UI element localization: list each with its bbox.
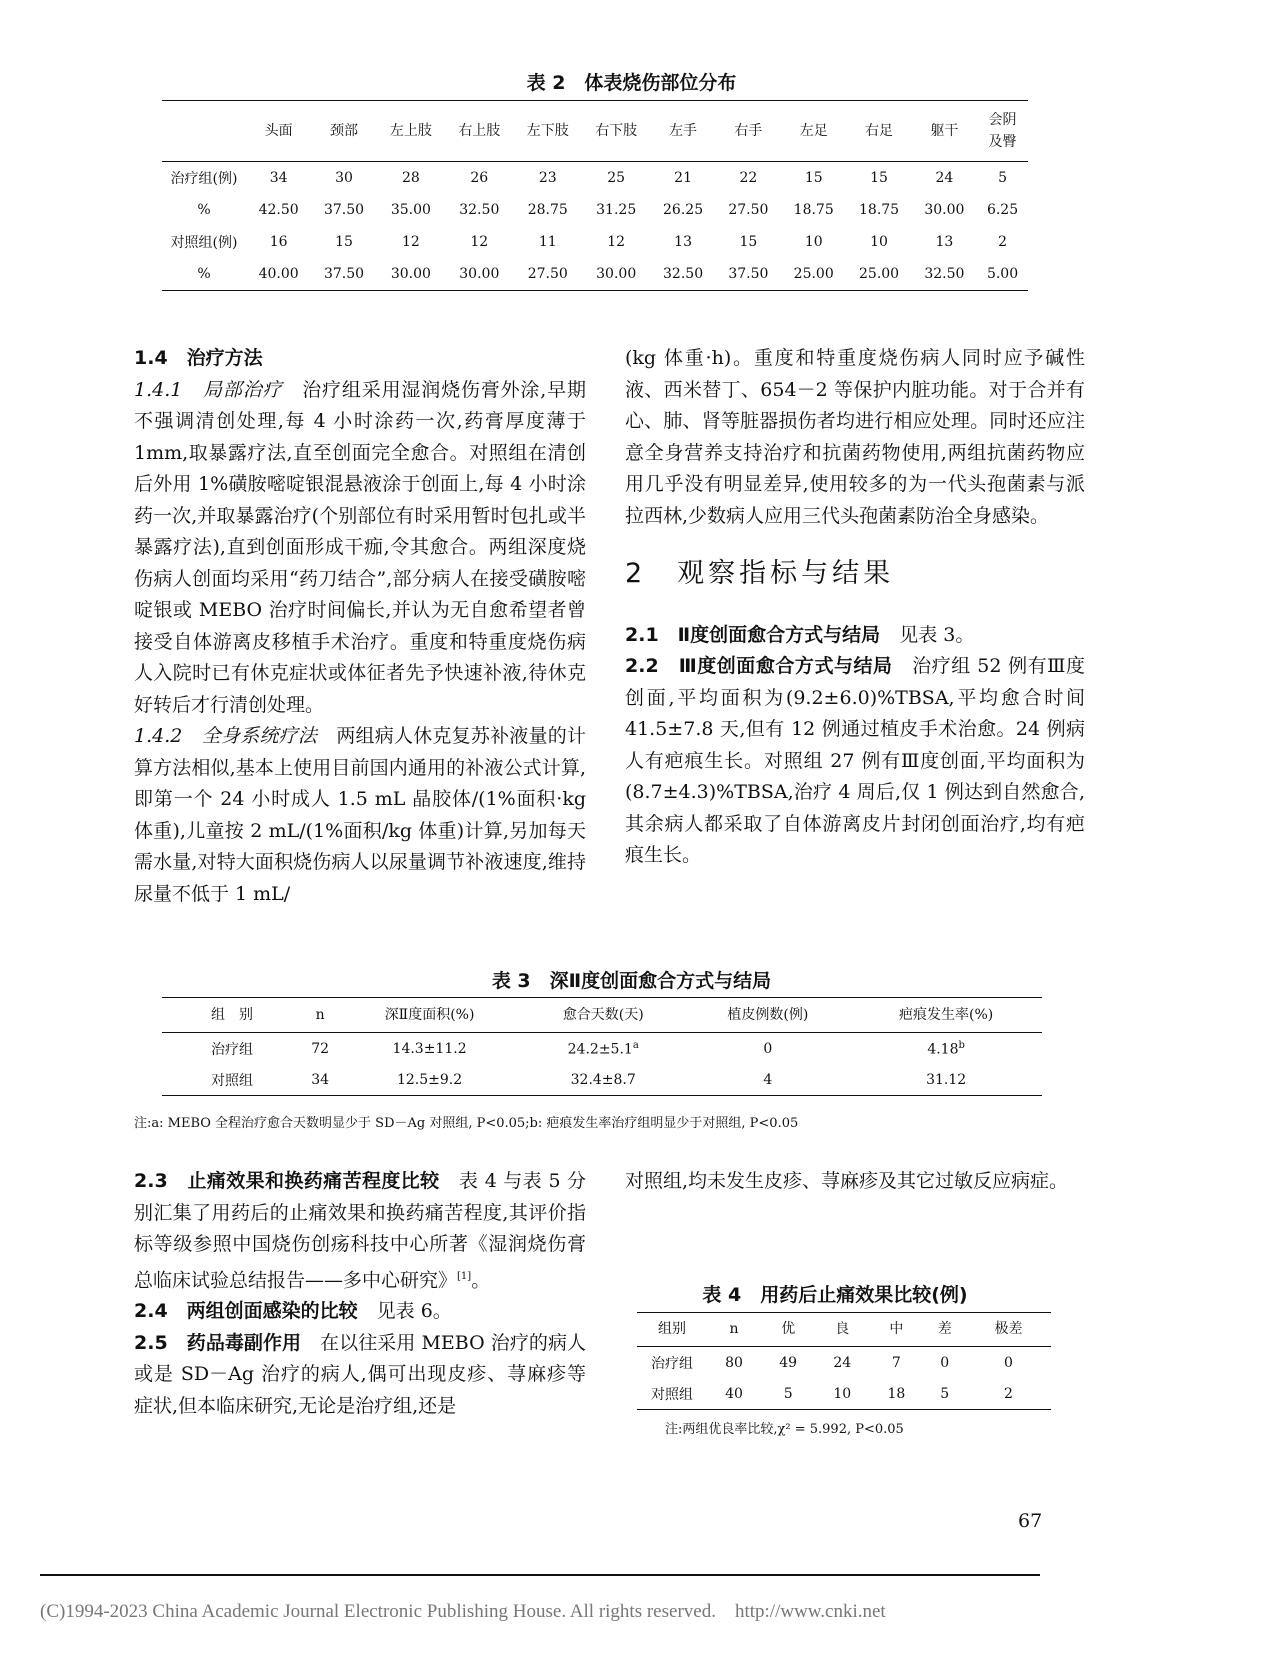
table4-cell [815, 1378, 869, 1410]
section-2-heading: 2 观察指标与结果 [625, 558, 895, 589]
heading-1-4-2: 1.4.2 全身系统疗法 [134, 725, 318, 747]
table2-cell [445, 162, 513, 195]
table2-cell [977, 162, 1028, 195]
right-column [625, 343, 1085, 872]
table2-cell [912, 258, 977, 291]
table3-cell-value: 0 [763, 1040, 773, 1057]
heading-2-5: 2.5 药品毒副作用 [134, 1331, 302, 1354]
table2-cell [311, 226, 376, 258]
para-2-4-text: 见表 6。 [357, 1300, 452, 1323]
table4-cell-value: 7 [891, 1354, 901, 1371]
table3-row [162, 1064, 1042, 1096]
table4-row [637, 1378, 1051, 1410]
table2-cell-value: 25.00 [859, 266, 900, 282]
table2-cell-value: 15 [739, 234, 758, 250]
table3-caption: 表 3 深Ⅱ度创面愈合方式与结局 [491, 970, 772, 992]
table2-cell [781, 258, 846, 291]
bottom-left-column [134, 1166, 586, 1422]
table2-cell [311, 258, 376, 291]
table3-cell [338, 1064, 521, 1096]
table2-header-cell: 左上肢 [389, 122, 432, 139]
citation-ref: [1] [457, 1270, 472, 1282]
table4-cell-value: 2 [1004, 1385, 1013, 1402]
table2-cell-value: 30 [335, 170, 353, 186]
table2-cell [311, 162, 376, 195]
table2-cell-value: 12 [470, 234, 489, 250]
table2-cell [977, 226, 1028, 258]
table4-cell-value: 0 [940, 1354, 950, 1371]
table4-cell [761, 1347, 815, 1379]
table2-cell-value: 对照组(例) [170, 235, 238, 251]
table3-cell-value: 治疗组 [211, 1041, 253, 1058]
table2-cell [582, 258, 650, 291]
table4-cell-value: 80 [725, 1354, 743, 1371]
table2-cell-value: 23 [538, 170, 557, 186]
footer-copyright: (C)1994-2023 China Academic Journal Electronic Publishing House. All rights reserved. http://www.cnki.net [40, 1601, 886, 1622]
table3-cell [686, 1033, 851, 1065]
table3-cell [338, 1033, 521, 1065]
table4-cell-value: 18 [887, 1385, 906, 1402]
table3-cell-value: 12.5±9.2 [396, 1071, 463, 1088]
table4-caption: 表 4 用药后止痛效果比较(例) [702, 1284, 968, 1306]
table3-cell-value: 34 [311, 1071, 330, 1088]
table2-row [162, 258, 1028, 291]
table4-cell [707, 1347, 761, 1379]
table3-cell-value: 14.3±11.2 [392, 1040, 467, 1057]
table2-cell-value: 30.00 [459, 266, 500, 282]
table4-cell [869, 1347, 923, 1379]
table2-cell-value: 28.75 [527, 202, 568, 218]
table2-cell-value: 31.25 [596, 202, 637, 218]
table2-cell-value: 13 [935, 234, 954, 250]
table2-row [162, 162, 1028, 195]
para-1-4-1-text: 治疗组采用湿润烧伤膏外涂,早期不强调清创处理,每 4 小时涂药一次,药膏厚度薄于 1mm,取暴露疗法,直至创面完全愈合。对照组在清创后外用 1%磺胺嘧啶银混悬液涂于创面上,每 4 小时涂药一次,并取暴露治疗(个别部位有时采用暂时包扎或半暴露疗法),直到创面形成干痂,令其愈合。两组深度烧伤病人创面均采用“药刀结合”,部分病人在接受磺胺嘧啶银或 MEBO 治疗时间偏长,并认为无自愈希望者曾接受自体游离皮移植手术治疗。重度和特重度烧伤病人入院时已有休克症状或体征者先予快速补液,待休克好转后才行清创处理。 [134, 378, 586, 716]
table2-cell [912, 226, 977, 258]
para-2-1 [625, 620, 1085, 652]
table2-row [162, 226, 1028, 258]
table3-cell-value: 4 [763, 1071, 773, 1088]
table2-header-cell: 会阴 及臀 [988, 111, 1017, 150]
table2-cell [650, 194, 715, 226]
table4-note: 注:两组优良率比较,χ² = 5.992, P<0.05 [665, 1422, 904, 1437]
table4-cell-value: 10 [833, 1385, 852, 1402]
left-column [134, 343, 586, 910]
table4-header-cell: 中 [889, 1321, 904, 1338]
heading-2-4: 2.4 两组创面感染的比较 [134, 1300, 358, 1323]
table2-header-cell: 颈部 [329, 122, 358, 139]
table2-row [162, 194, 1028, 226]
table2-header-cell: 右下肢 [595, 122, 638, 139]
table4-cell [707, 1378, 761, 1410]
table2-cell [514, 162, 582, 195]
heading-2-3: 2.3 止痛效果和换药痛苦程度比较 [134, 1170, 440, 1192]
table3 [162, 997, 1042, 1096]
para-2-5-cont: 对照组,均未发生皮疹、荨麻疹及其它过敏反应病症。 [625, 1170, 1069, 1192]
table2-cell-value: 26 [470, 170, 489, 186]
table2-cell-value: 28 [401, 170, 420, 186]
table4-header-cell: n [729, 1321, 739, 1338]
table3-note: 注:a: MEBO 全程治疗愈合天数明显少于 SD－Ag 对照组, P<0.05;b: 疤痕发生率治疗组明显少于对照组, P<0.05 [134, 1116, 799, 1131]
table2-header-cell: 躯干 [930, 122, 959, 139]
table2-cell [445, 258, 513, 291]
table4-cell-value: 24 [833, 1354, 852, 1371]
table2-cell [377, 226, 445, 258]
para-2-3-text: 表 4 与表 5 分别汇集了用药后的止痛效果和换药痛苦程度,其评价指标等级参照中国烧伤创疡科技中心所著《湿润烧伤膏总临床试验总结报告——多中心研究》 [134, 1170, 586, 1291]
table2-cell-value: 27.50 [527, 266, 568, 282]
table4-cell-value: 40 [725, 1385, 743, 1402]
table2-cell [246, 258, 311, 291]
table2-header-cell: 左手 [669, 122, 698, 139]
heading-1-4: 1.4 治疗方法 [134, 347, 263, 369]
table4-row [637, 1347, 1051, 1379]
table4-cell [637, 1378, 707, 1410]
table3-cell [521, 1064, 686, 1096]
table2-cell-value: 18.75 [859, 202, 900, 218]
table2-cell [514, 194, 582, 226]
para-2-4 [134, 1296, 586, 1328]
table2-cell-value: 10 [804, 234, 823, 250]
table3-cell-value: 24.2±5.1 [567, 1041, 633, 1058]
para-2-2 [625, 651, 1085, 872]
table2-cell-value: 37.50 [323, 266, 365, 282]
table2-cell [582, 162, 650, 195]
table2-cell [162, 258, 246, 291]
para-1-4-2 [134, 721, 586, 910]
table2-cell [246, 194, 311, 226]
table3-header-cell: 组 别 [211, 1006, 253, 1023]
table2-cell-value: 15 [804, 170, 823, 186]
table2-cell-value: 18.75 [793, 202, 834, 218]
table2-cell-value: 37.50 [323, 202, 365, 218]
table4-cell [923, 1378, 966, 1410]
table4-cell-value: 5 [940, 1385, 950, 1402]
table3-header-cell: 疤痕发生率(%) [898, 1006, 994, 1023]
table2-cell-value: 30.00 [390, 266, 431, 282]
table4-cell [923, 1347, 966, 1379]
heading-2-1: 2.1 Ⅱ度创面愈合方式与结局 [625, 623, 881, 646]
table2-cell-value: 11 [538, 234, 557, 250]
table2-cell [514, 226, 582, 258]
table2-cell [781, 162, 846, 195]
table3-cell-value: 72 [311, 1040, 330, 1057]
table3-cell [850, 1033, 1042, 1065]
table2-cell-value: 10 [870, 234, 888, 250]
table2-cell [977, 258, 1028, 291]
table3-cell [686, 1064, 851, 1096]
page-number: 67 [1018, 1510, 1043, 1532]
table2-cell-value: 2 [998, 234, 1007, 250]
table2-cell [650, 226, 715, 258]
table2-cell [716, 194, 781, 226]
table2-cell [445, 226, 513, 258]
table2-cell [377, 162, 445, 195]
table4-header-cell: 优 [781, 1321, 796, 1338]
table2-cell [846, 162, 911, 195]
para-2-3-end: 。 [471, 1268, 491, 1291]
table2-cell [162, 194, 246, 226]
table2-cell [246, 226, 311, 258]
table2-cell [377, 258, 445, 291]
table2-cell-value: 24 [935, 170, 954, 186]
table2-cell-value: 16 [269, 234, 288, 250]
table3-cell-value: 32.4±8.7 [570, 1071, 636, 1088]
table2-cell-value: 13 [674, 234, 692, 250]
table2-cell-value: 30.00 [924, 202, 965, 218]
table2-cell [846, 226, 911, 258]
table3-cell-value: 31.12 [926, 1071, 967, 1088]
table4-cell [815, 1347, 869, 1379]
heading-2-2: 2.2 Ⅲ度创面愈合方式与结局 [625, 655, 893, 677]
table2-header-cell: 左下肢 [526, 122, 569, 139]
table4-cell [869, 1378, 923, 1410]
table4-cell [966, 1347, 1051, 1379]
table2-cell-value: 34 [269, 170, 288, 186]
para-1-4-2-text: 两组病人休克复苏补液量的计算方法相似,基本上使用目前国内通用的补液公式计算,即第一个 24 小时成人 1.5 mL 晶胶体/(1%面积·kg 体重),儿童按 2 mL/(1%面积/kg 体重)计算,另加每天需水量,对特大面积烧伤病人以尿量调节补液速度,维持尿量不低于 1 mL/ [134, 725, 586, 905]
para-2-5 [134, 1328, 586, 1423]
para-cont: (kg 体重·h)。重度和特重度烧伤病人同时应予碱性液、西米替丁、654－2 等保护内脏功能。对于合并有心、肺、肾等脏器损伤者均进行相应处理。同时还应注意全身营养支持治疗和抗菌药物使用,两组抗菌药物应用几乎没有明显差异,使用较多的为一代头孢菌素与派拉西林,少数病人应用三代头孢菌素防治全身感染。 [625, 347, 1085, 527]
table4-header-cell: 组别 [658, 1321, 686, 1338]
table2-cell [246, 162, 311, 195]
table2-cell-value: 30.00 [596, 266, 637, 282]
table2-header-cell: 右足 [865, 122, 894, 139]
table2-header-cell: 右手 [734, 122, 763, 139]
table2-cell-value: 治疗组(例) [170, 171, 238, 187]
heading-1-4-1: 1.4.1 局部治疗 [134, 378, 283, 401]
table2-cell [846, 194, 911, 226]
table2-cell-value: 40.00 [258, 266, 299, 282]
table4-cell-value: 49 [779, 1354, 798, 1371]
table3-footnote-mark: b [958, 1039, 965, 1051]
para-2-2-text: 治疗组 52 例有Ⅲ度创面,平均面积为(9.2±6.0)%TBSA,平均愈合时间 41.5±7.8 天,但有 12 例通过植皮手术治愈。24 例病人有疤痕生长。对照组 27 例有Ⅲ度创面,平均面积为(8.7±4.3)%TBSA,治疗 4 周后,仅 1 例达到自然愈合,其余病人都采取了自体游离皮片封闭创面治疗,均有疤痕生长。 [625, 655, 1085, 866]
table3-cell [162, 1033, 302, 1065]
table2-cell-value: 25.00 [793, 266, 834, 282]
table3-header-cell: 愈合天数(天) [562, 1006, 644, 1023]
table2-cell [311, 194, 376, 226]
table2-cell [445, 194, 513, 226]
table2-cell [912, 194, 977, 226]
table3-cell-value: 对照组 [211, 1072, 253, 1089]
table2-cell-value: 15 [335, 234, 353, 250]
table2-cell [650, 162, 715, 195]
table2-header-cell: 左足 [799, 122, 828, 139]
table2-header-cell: 头面 [264, 122, 293, 139]
table2-cell [912, 162, 977, 195]
table2-cell-value: 42.50 [258, 202, 299, 218]
table2-cell-value: 22 [739, 170, 758, 186]
table3-cell [521, 1033, 686, 1065]
table2-cell-value: 25 [607, 170, 626, 186]
table4-cell [761, 1378, 815, 1410]
table2-cell [377, 194, 445, 226]
table2-cell-value: 32.50 [663, 266, 704, 282]
table2-cell-value: % [197, 266, 211, 282]
table3-cell [850, 1064, 1042, 1096]
para-2-1-text: 见表 3。 [880, 623, 975, 646]
table4-cell-value: 0 [1004, 1354, 1013, 1371]
table2-cell [716, 226, 781, 258]
table2-cell [162, 226, 246, 258]
table2-cell-value: 26.25 [663, 202, 704, 218]
table4-cell-value: 治疗组 [651, 1355, 693, 1372]
table2-cell [582, 226, 650, 258]
table3-cell [162, 1064, 302, 1096]
table2-cell-value: 15 [870, 170, 888, 186]
table2-cell [846, 258, 911, 291]
table2-cell-value: 12 [401, 234, 420, 250]
table3-cell [302, 1064, 338, 1096]
table3-footnote-mark: a [632, 1039, 639, 1051]
table2-header-cell: 右上肢 [458, 122, 501, 139]
table4-cell [966, 1378, 1051, 1410]
table2-cell [781, 226, 846, 258]
table3-header-cell: 深Ⅱ度面积(%) [384, 1006, 475, 1023]
table2-cell-value: % [197, 202, 211, 218]
table3-cell-value: 4.18 [927, 1041, 959, 1058]
table2-cell-value: 27.50 [728, 202, 769, 218]
bottom-right-column [625, 1166, 1085, 1198]
table3-row [162, 1033, 1042, 1065]
table4-cell-value: 5 [783, 1385, 793, 1402]
para-2-3 [134, 1166, 586, 1296]
table2-cell [162, 162, 246, 195]
footer-rule [40, 1574, 1040, 1576]
table2-cell-value: 21 [674, 170, 692, 186]
table2-cell-value: 12 [607, 234, 626, 250]
table2-cell [781, 194, 846, 226]
table2-cell-value: 37.50 [728, 266, 769, 282]
table2-cell [716, 258, 781, 291]
table3-cell [302, 1033, 338, 1065]
table2 [162, 100, 1028, 291]
table2-cell [582, 194, 650, 226]
table4-header-cell: 极差 [994, 1321, 1023, 1338]
table3-header-cell: n [315, 1006, 325, 1023]
table3-header-cell: 植皮例数(例) [727, 1006, 809, 1023]
table4 [637, 1312, 1051, 1410]
table4-cell [637, 1347, 707, 1379]
table2-cell [716, 162, 781, 195]
table2-cell-value: 32.50 [459, 202, 500, 218]
table2-cell [977, 194, 1028, 226]
table2-caption: 表 2 体表烧伤部位分布 [526, 72, 737, 94]
table2-cell-value: 6.25 [986, 202, 1019, 218]
table2-cell-value: 35.00 [390, 202, 431, 218]
table2-cell-value: 5 [998, 170, 1007, 186]
table2-cell [650, 258, 715, 291]
para-2-5-text: 在以往采用 MEBO 治疗的病人或是 SD－Ag 治疗的病人,偶可出现皮疹、荨麻疹等症状,但本临床研究,无论是治疗组,还是 [134, 1331, 586, 1417]
table4-cell-value: 对照组 [651, 1386, 693, 1403]
para-1-4-1 [134, 375, 586, 722]
table2-cell [514, 258, 582, 291]
table4-header-cell: 良 [835, 1321, 850, 1338]
table4-header-cell: 差 [937, 1321, 952, 1338]
table2-cell-value: 5.00 [986, 266, 1019, 282]
table2-header-cell [162, 101, 246, 162]
table2-cell-value: 32.50 [924, 266, 965, 282]
